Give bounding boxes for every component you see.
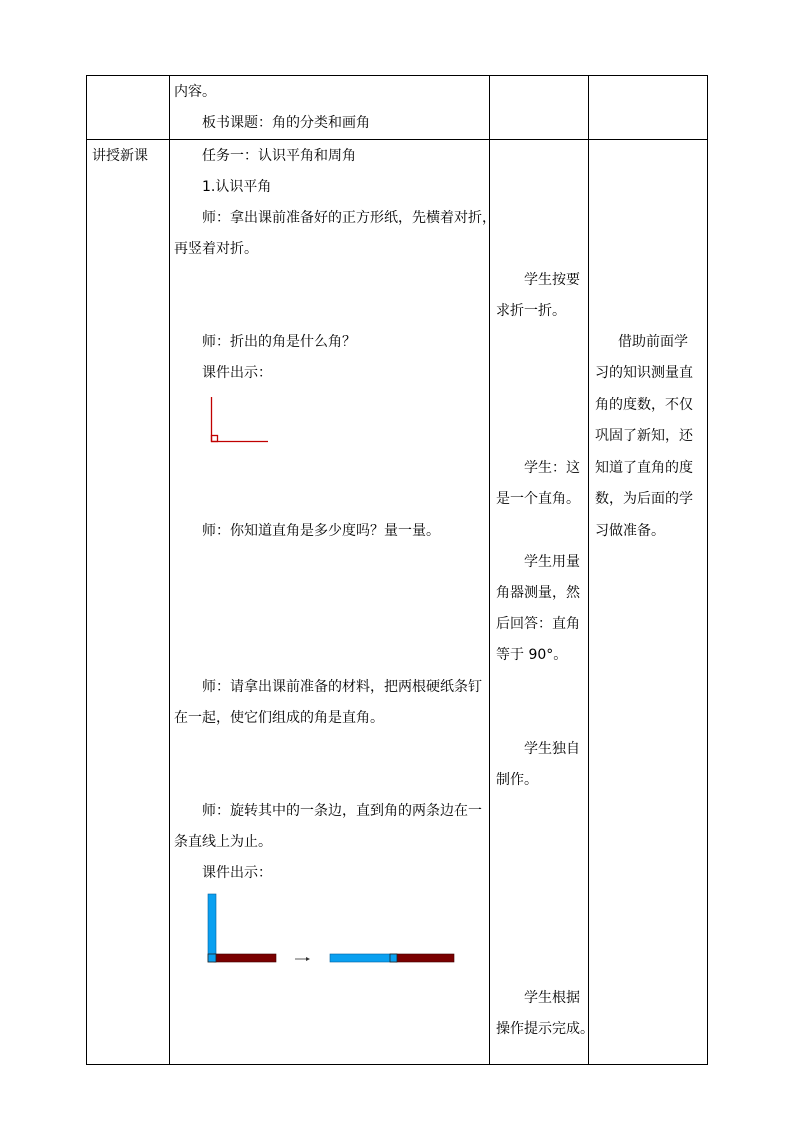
section-subtitle: 1.认识平角	[202, 179, 272, 195]
teacher-line: 再竖着对折。	[174, 241, 258, 257]
right-angle-figure	[205, 395, 275, 447]
courseware-label: 课件出示：	[202, 365, 272, 381]
red-strip-horizontal	[214, 954, 276, 962]
student-line: 等于 90°。	[496, 647, 568, 663]
student-line: 制作。	[496, 772, 538, 788]
blue-strip-straight	[330, 954, 396, 962]
student-line: 学生：这	[524, 460, 580, 476]
student-line: 角器测量，然	[496, 585, 580, 601]
pivot-pin	[390, 954, 397, 962]
teacher-line: 条直线上为止。	[174, 834, 272, 850]
board-title: 板书课题：角的分类和画角	[202, 115, 370, 131]
pivot-pin	[208, 954, 216, 962]
teacher-line: 师：旋转其中的一条边，直到角的两条边在一	[202, 803, 482, 819]
student-line: 是一个直角。	[496, 491, 580, 507]
task-title: 任务一：认识平角和周角	[202, 148, 356, 164]
design-line: 习做准备。	[595, 523, 665, 539]
student-line: 学生按要	[524, 272, 580, 288]
student-line: 学生用量	[524, 554, 580, 570]
teacher-line: 师：请拿出课前准备的材料，把两根硬纸条钉	[202, 679, 482, 695]
design-line: 数，为后面的学	[595, 491, 693, 507]
teacher-line: 师：折出的角是什么角？	[202, 334, 356, 350]
design-line: 角的度数，不仅	[595, 397, 693, 413]
design-line: 知道了直角的度	[595, 460, 693, 476]
stage-label: 讲授新课	[92, 148, 148, 164]
design-line: 习的知识测量直	[595, 365, 693, 381]
blue-strip-vertical	[208, 894, 216, 962]
arrow-icon	[295, 957, 310, 961]
student-line: 操作提示完成。	[496, 1021, 594, 1037]
design-line: 借助前面学	[618, 334, 688, 350]
student-line: 学生根据	[524, 990, 580, 1006]
content-line: 内容。	[174, 84, 216, 100]
strips-rotation-figure	[200, 890, 460, 970]
teacher-line: 在一起，使它们组成的角是直角。	[174, 710, 384, 726]
courseware-label: 课件出示：	[202, 865, 272, 881]
student-line: 求折一折。	[496, 303, 566, 319]
design-line: 巩固了新知，还	[595, 428, 693, 444]
student-line: 后回答：直角	[496, 616, 580, 632]
teacher-line: 师：拿出课前准备好的正方形纸，先横着对折，	[202, 210, 496, 226]
student-line: 学生独自	[524, 741, 580, 757]
teacher-line: 师：你知道直角是多少度吗？量一量。	[202, 523, 440, 539]
red-strip-straight	[396, 954, 454, 962]
